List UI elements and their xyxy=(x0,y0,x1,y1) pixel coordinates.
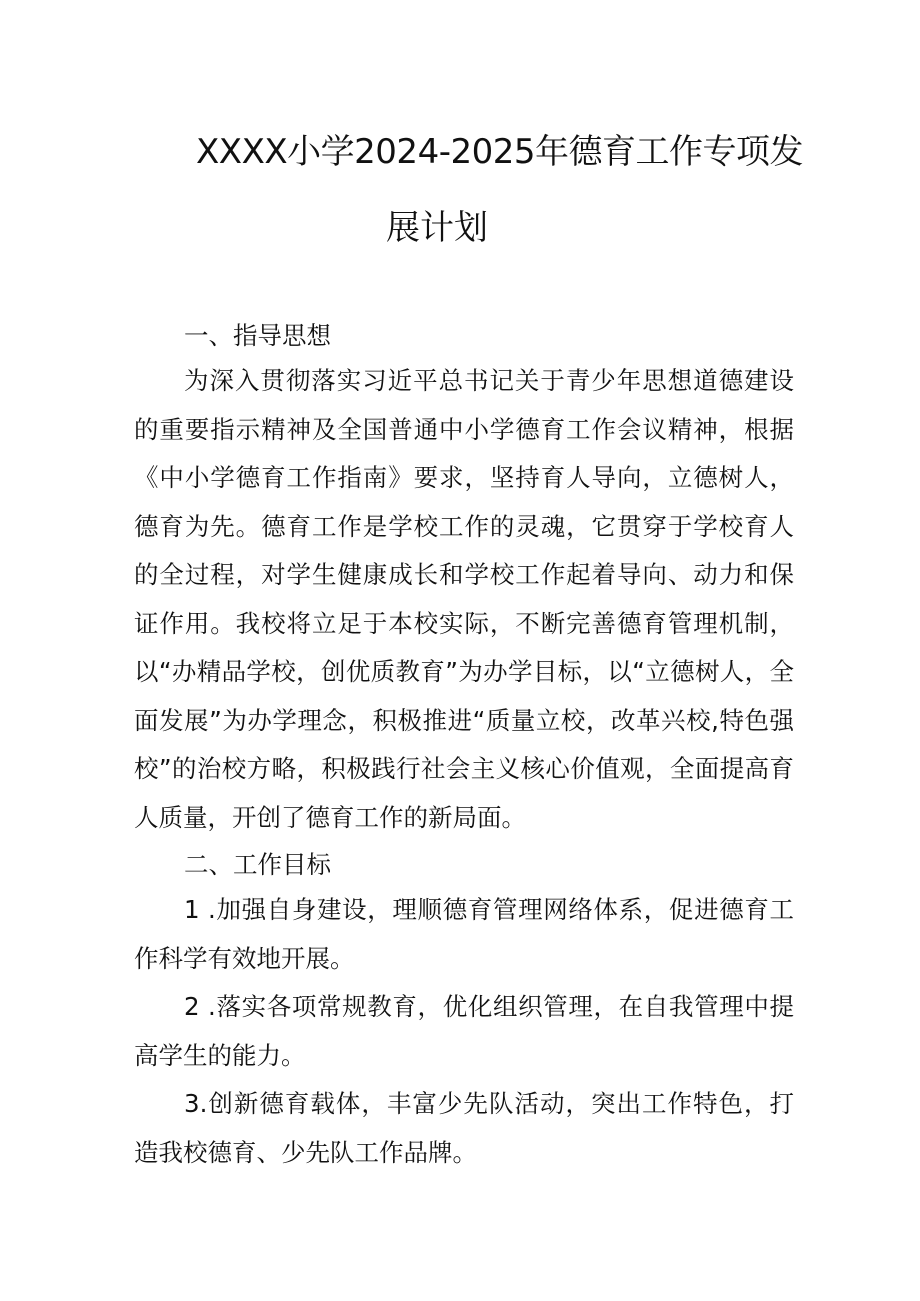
document-title-line-1: XXXX小学2024-2025年德育工作专项发 xyxy=(196,132,803,172)
section-heading-work-goals: 二、工作目标 xyxy=(184,850,331,879)
goal-item-1: 1 .加强自身建设，理顺德育管理网络体系，促进德育工作科学有效地开展。 xyxy=(134,895,794,973)
section-heading-guiding-ideology: 一、指导思想 xyxy=(184,321,331,350)
goal-item-3: 3.创新德育载体，丰富少先队活动，突出工作特色，打造我校德育、少先队工作品牌。 xyxy=(134,1089,794,1167)
section-paragraph-guiding-ideology: 为深入贯彻落实习近平总书记关于青少年思想道德建设的重要指示精神及全国普通中小学德育工作会议精神，根据《中小学德育工作指南》要求，坚持育人导向，立德树人，德育为先。德育工作是学校工作的灵魂，它贯穿于学校育人的全过程，对学生健康成长和学校工作起着导向、动力和保证作用。我校将立足于本校实际，不断完善德育管理机制，以“办精品学校，创优质教育”为办学目标，以“立德树人，全面发展”为办学理念，积极推进“质量立校，改革兴校,特色强校”的治校方略，积极践行社会主义核心价值观，全面提高育人质量，开创了德育工作的新局面。 xyxy=(134,366,794,832)
document-title-line-2: 展计划 xyxy=(386,208,488,248)
goal-item-2: 2 .落实各项常规教育，优化组织管理，在自我管理中提高学生的能力。 xyxy=(134,992,794,1070)
